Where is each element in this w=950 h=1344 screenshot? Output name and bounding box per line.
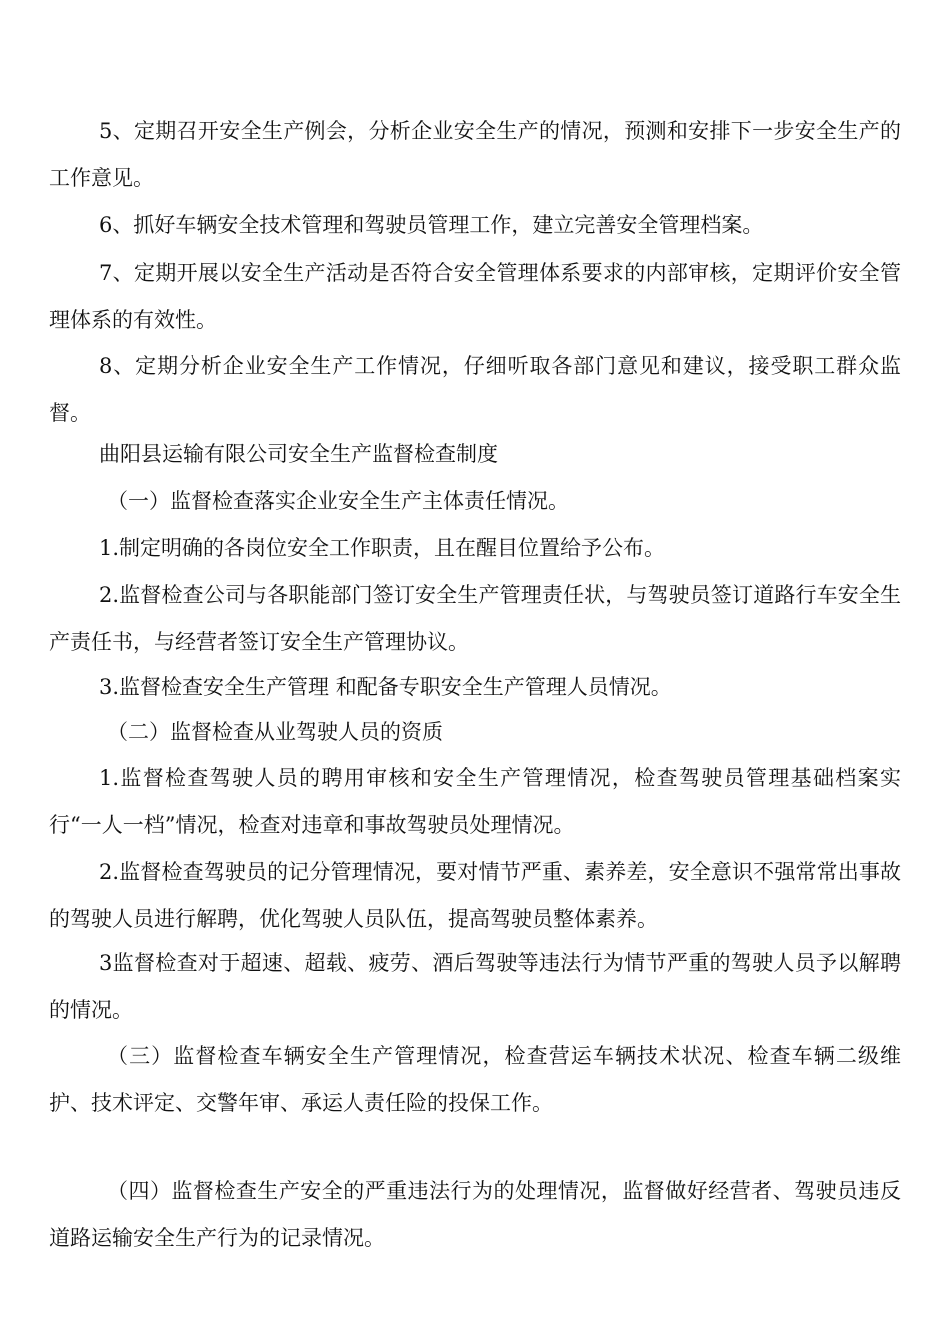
section-heading-1: （一）监督检查落实企业安全生产主体责任情况。 [107,489,569,513]
paragraph-item-1-2: 2.监督检查公司与各职能部门签订安全生产管理责任状，与驾驶员签订道路行车安全生产责任书，与经营者签订安全生产管理协议。 [49,583,901,654]
paragraph-item-2-1: 1.监督检查驾驶人员的聘用审核和安全生产管理情况，检查驾驶员管理基础档案实行“一人一档”情况，检查对违章和事故驾驶员处理情况。 [49,766,901,837]
paragraph-item-7: 7、定期开展以安全生产活动是否符合安全管理体系要求的内部审核，定期评价安全管理体系的有效性。 [49,261,901,332]
paragraph-item-1-1: 1.制定明确的各岗位安全工作职责，且在醒目位置给予公布。 [99,536,666,560]
paragraph-item-2-3: 3监督检查对于超速、超载、疲劳、酒后驾驶等违法行为情节严重的驾驶人员予以解聘的情况。 [49,951,901,1022]
section-heading-2: （二）监督检查从业驾驶人员的资质 [107,720,443,744]
paragraph-item-6: 6、抓好车辆安全技术管理和驾驶员管理工作，建立完善安全管理档案。 [99,213,764,237]
paragraph-item-5: 5、定期召开安全生产例会，分析企业安全生产的情况，预测和安排下一步安全生产的工作意见。 [49,119,901,190]
paragraph-item-8: 8、定期分析企业安全生产工作情况，仔细听取各部门意见和建议，接受职工群众监督。 [49,354,901,425]
paragraph-item-1-3: 3.监督检查安全生产管理 和配备专职安全生产管理人员情况。 [99,675,672,699]
section-title: 曲阳县运输有限公司安全生产监督检查制度 [99,442,498,466]
section-heading-4: （四）监督检查生产安全的严重违法行为的处理情况，监督做好经营者、驾驶员违反道路运输安全生产行为的记录情况。 [49,1179,901,1250]
section-heading-3: （三）监督检查车辆安全生产管理情况，检查营运车辆技术状况、检查车辆二级维护、技术评定、交警年审、承运人责任险的投保工作。 [49,1044,901,1115]
paragraph-item-2-2: 2.监督检查驾驶员的记分管理情况，要对情节严重、素养差，安全意识不强常常出事故的驾驶人员进行解聘，优化驾驶人员队伍，提高驾驶员整体素养。 [49,860,901,931]
